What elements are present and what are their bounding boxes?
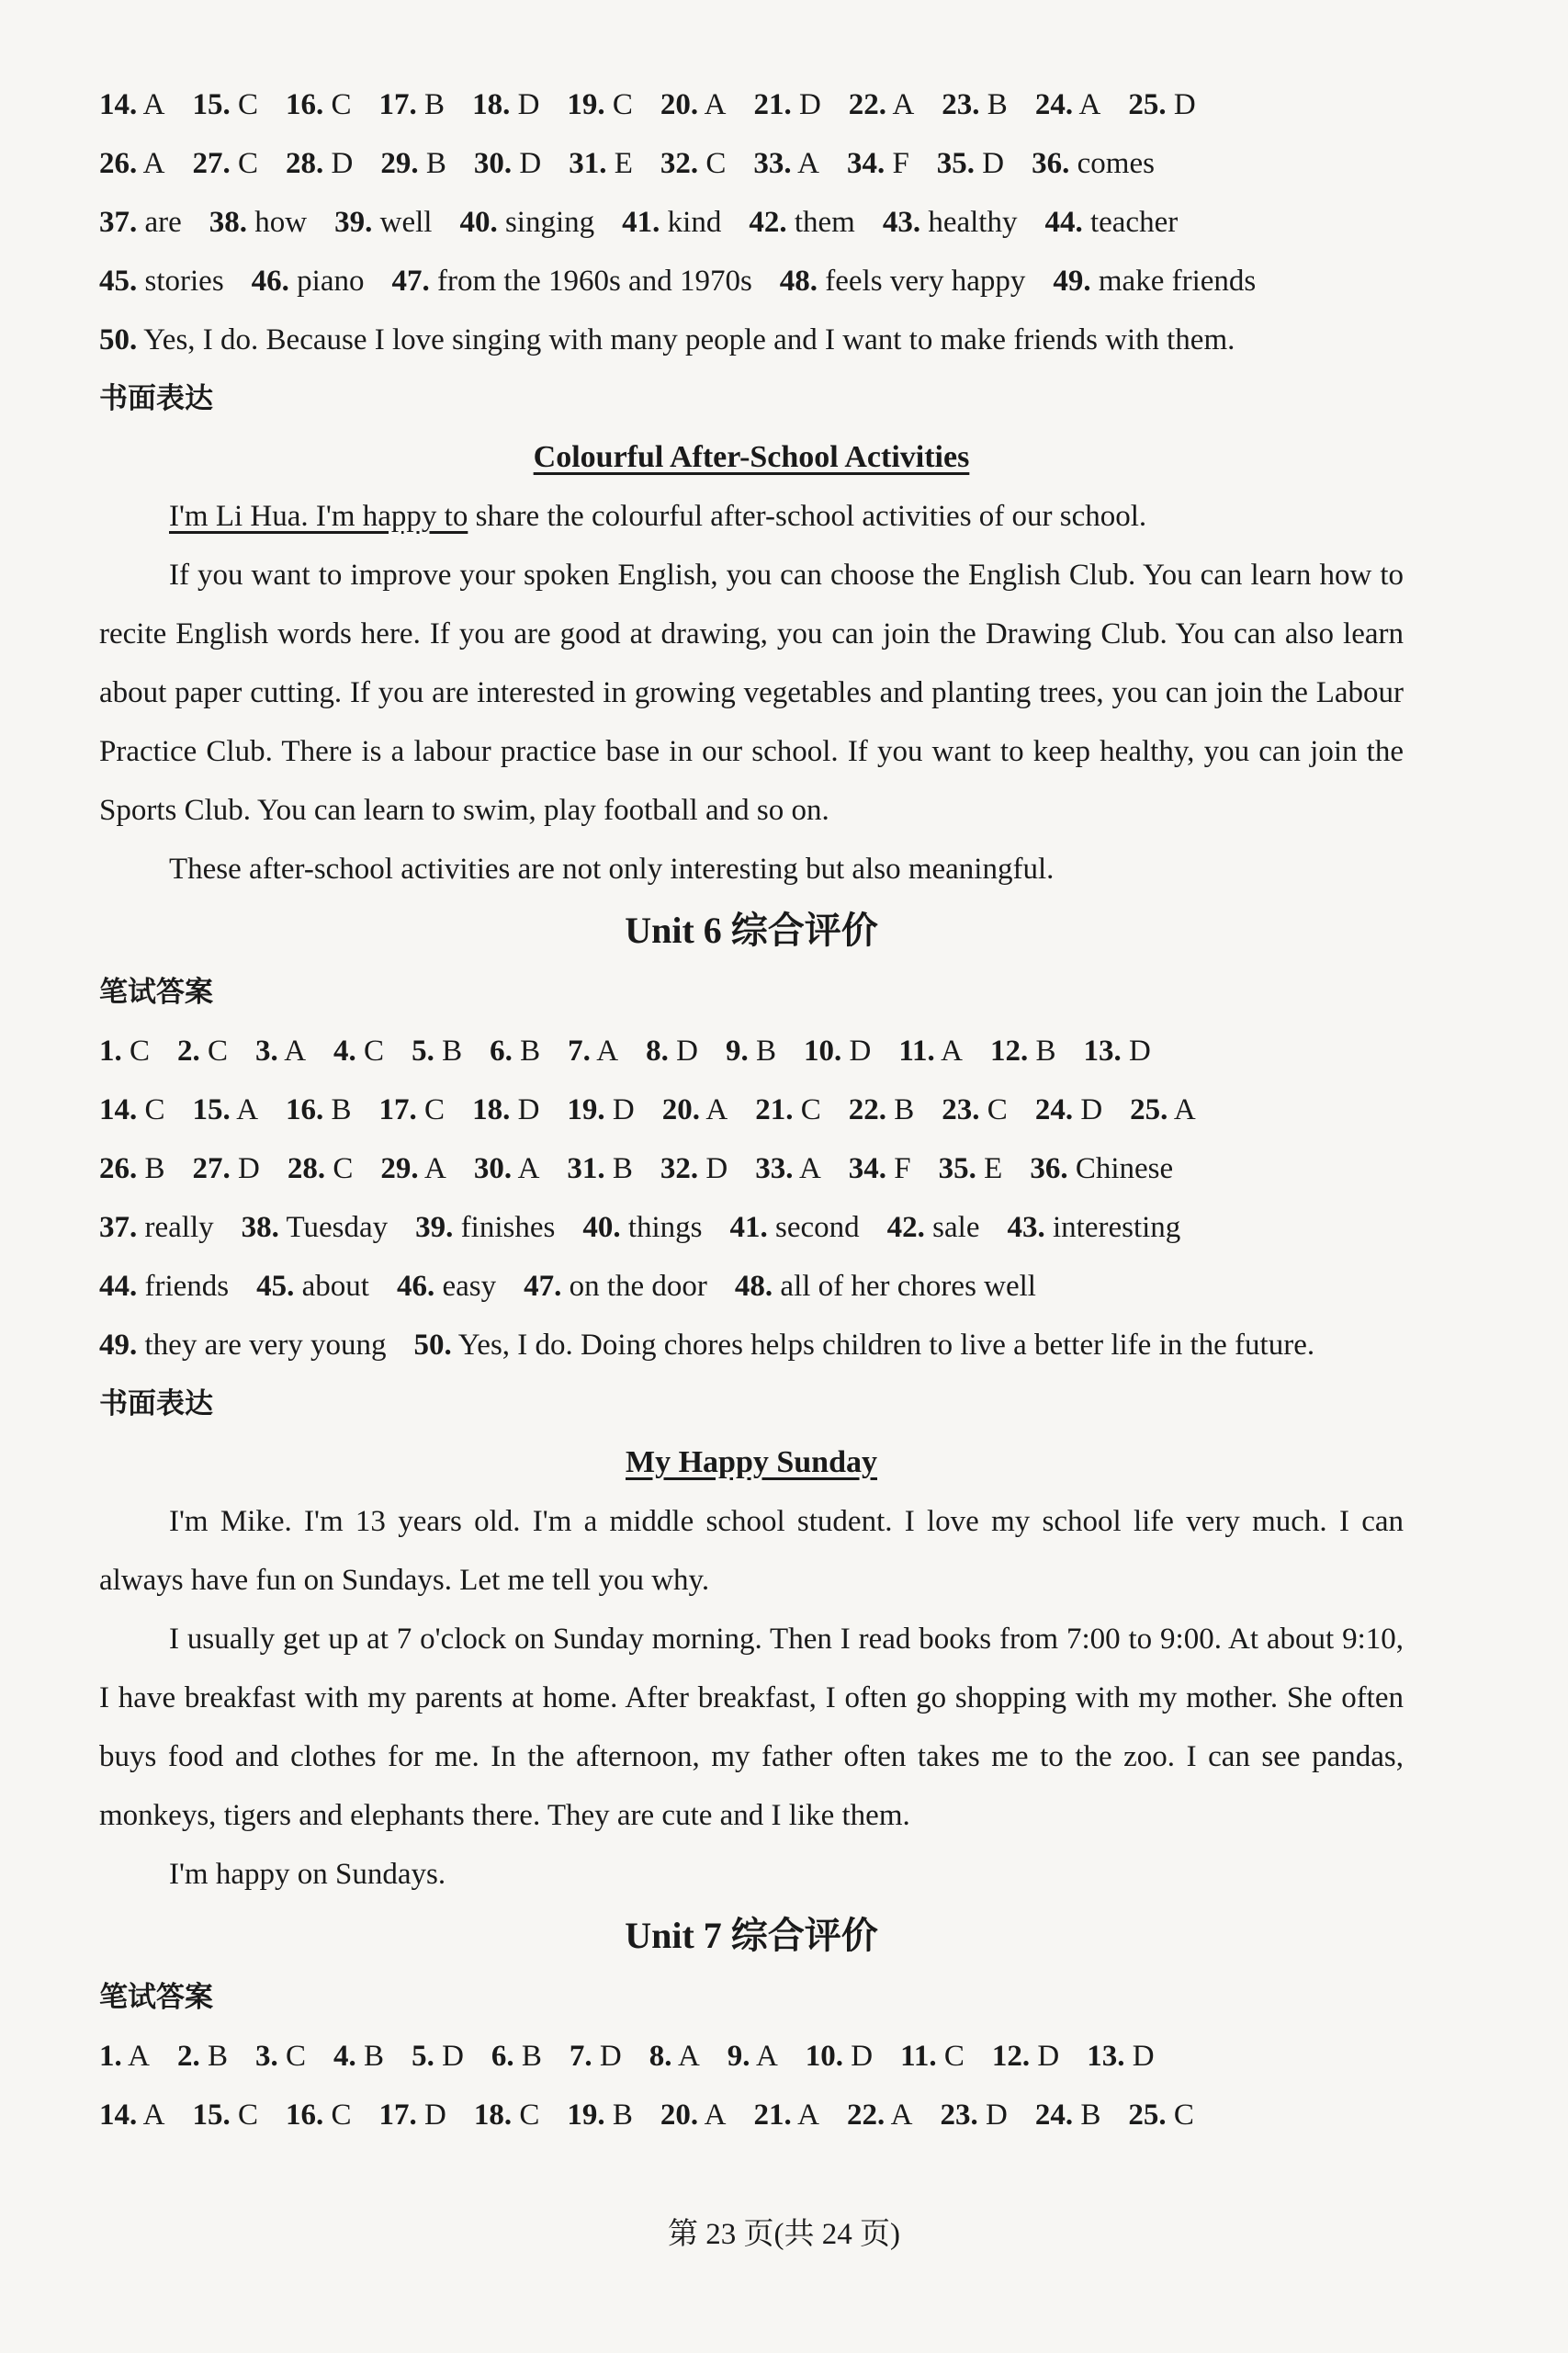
answer-item: 3. C: [255, 2040, 307, 2073]
answer-item: 47. from the 1960s and 1970s: [391, 265, 752, 298]
answer-item: 3. A: [255, 1035, 307, 1068]
answer-row: [99, 1139, 1404, 1198]
answer-item: 22. A: [846, 2098, 913, 2132]
answer-item: 14. A: [99, 2098, 165, 2132]
answer-item: 2. B: [177, 2040, 229, 2073]
answers-heading: 笔试答案: [99, 1981, 213, 2014]
answer-item: 48. all of her chores well: [734, 1270, 1036, 1303]
answer-row: [99, 193, 1404, 252]
answer-item: 17. C: [378, 1093, 446, 1126]
answer-item: 35. D: [936, 147, 1005, 180]
answer-item: 14. C: [99, 1093, 165, 1126]
answer-item: 37. really: [99, 1211, 214, 1244]
answer-item: 12. B: [990, 1035, 1056, 1068]
answer-item: 16. C: [286, 2098, 352, 2132]
answer-item: 43. interesting: [1007, 1211, 1181, 1244]
answer-item: 40. singing: [459, 206, 595, 239]
answer-row: [99, 1198, 1404, 1257]
answer-item: 50. Yes, I do. Doing chores helps children to live a better life in the future.: [413, 1329, 1315, 1362]
answer-item: 48. feels very happy: [779, 265, 1026, 298]
answer-row: [99, 2086, 1404, 2144]
answer-item: 19. C: [567, 88, 633, 121]
answer-item: 21. A: [753, 2098, 819, 2132]
answer-item: 7. D: [569, 2040, 622, 2073]
answer-item: 18. C: [473, 2098, 540, 2132]
answer-item: 28. D: [286, 147, 354, 180]
answer-item: 23. C: [942, 1093, 1008, 1126]
answer-item: 19. B: [567, 2098, 633, 2132]
answer-item: 18. D: [472, 1093, 540, 1126]
answer-row: [99, 252, 1404, 311]
unit6-title: Unit 6 综合评价: [625, 910, 878, 952]
answer-item: 25. D: [1128, 88, 1196, 121]
answer-item: 46. piano: [251, 265, 365, 298]
answer-item: 4. C: [333, 1035, 385, 1068]
answers-heading: 笔试答案: [99, 976, 213, 1009]
answer-item: 21. C: [755, 1093, 821, 1126]
answer-item: 17. B: [378, 88, 446, 121]
answer-item: 20. A: [660, 2098, 727, 2132]
answer-item: 44. teacher: [1044, 206, 1179, 239]
answer-item: 27. D: [192, 1152, 260, 1185]
answer-item: 5. D: [412, 2040, 464, 2073]
answer-row: [99, 1257, 1404, 1316]
answer-item: 39. finishes: [415, 1211, 556, 1244]
answer-item: 31. E: [569, 147, 633, 180]
answer-item: 15. C: [192, 2098, 259, 2132]
answer-item: 9. A: [727, 2040, 778, 2073]
answer-item: 35. E: [938, 1152, 1003, 1185]
answer-item: 11. A: [898, 1035, 964, 1068]
answer-item: 26. A: [99, 147, 165, 180]
answer-item: 14. A: [99, 88, 165, 121]
answer-item: 29. B: [380, 147, 446, 180]
answer-item: 43. healthy: [882, 206, 1018, 239]
answer-item: 36. comes: [1032, 147, 1155, 180]
answer-item: 1. C: [99, 1035, 151, 1068]
essay-paragraph: I'm Mike. I'm 13 years old. I'm a middle school student. I love my school life very much. I can always have fun on Sundays. Let me tell you why.: [99, 1505, 1404, 1597]
answer-item: 23. D: [940, 2098, 1008, 2132]
answer-item: 47. on the door: [524, 1270, 707, 1303]
page-footer: 第 23 页(共 24 页): [668, 2218, 900, 2251]
answer-item: 22. A: [848, 88, 915, 121]
answer-item: 6. B: [491, 2040, 542, 2073]
answer-item: 8. A: [649, 2040, 700, 2073]
answer-item: 42. sale: [886, 1211, 980, 1244]
answer-row: [99, 2027, 1404, 2086]
unit7-title: Unit 7 综合评价: [625, 1915, 878, 1957]
answer-item: 11. C: [900, 2040, 964, 2073]
answer-item: 46. easy: [396, 1270, 497, 1303]
answer-item: 16. C: [286, 88, 352, 121]
answer-item: 10. D: [803, 1035, 872, 1068]
answer-item: 49. make friends: [1053, 265, 1257, 298]
answer-item: 49. they are very young: [99, 1329, 387, 1362]
answer-item: 38. Tuesday: [241, 1211, 389, 1244]
answer-item: 40. things: [582, 1211, 703, 1244]
answer-item: 32. D: [660, 1152, 728, 1185]
unit5-answers: [99, 75, 1404, 369]
answer-item: 16. B: [286, 1093, 352, 1126]
answer-item: 25. A: [1130, 1093, 1196, 1126]
answer-item: 13. D: [1087, 2040, 1155, 2073]
answer-item: 1. A: [99, 2040, 151, 2073]
answer-item: 37. are: [99, 206, 182, 239]
unit7-answers: [99, 2027, 1404, 2144]
answer-item: 24. A: [1034, 88, 1101, 121]
answer-item: 17. D: [378, 2098, 446, 2132]
answer-item: 33. A: [755, 1152, 821, 1185]
answer-item: 28. C: [287, 1152, 354, 1185]
answer-item: 20. A: [661, 1093, 728, 1126]
answer-item: 24. D: [1034, 1093, 1103, 1126]
answer-item: 41. kind: [622, 206, 722, 239]
answer-item: 15. C: [192, 88, 259, 121]
answer-item: 19. D: [567, 1093, 635, 1126]
writing-heading: 书面表达: [99, 1387, 213, 1420]
answer-item: 22. B: [848, 1093, 915, 1126]
answer-item: 45. about: [256, 1270, 369, 1303]
answer-row: [99, 1316, 1404, 1374]
answer-item: 34. F: [848, 1152, 911, 1185]
answer-item: 50. Yes, I do. Because I love singing with many people and I want to make friends with them.: [99, 323, 1235, 356]
answer-item: 21. D: [753, 88, 821, 121]
answer-item: 31. B: [567, 1152, 633, 1185]
essay-paragraph: These after-school activities are not only interesting but also meaningful.: [169, 853, 1055, 886]
answer-item: 42. them: [749, 206, 855, 239]
essay-paragraph: I'm Li Hua. I'm happy to share the colourful after-school activities of our school.: [169, 500, 1147, 533]
answer-item: 12. D: [991, 2040, 1060, 2073]
answer-item: 30. D: [473, 147, 542, 180]
answer-item: 5. B: [412, 1035, 463, 1068]
answer-item: 26. B: [99, 1152, 165, 1185]
essay-paragraph: If you want to improve your spoken English, you can choose the English Club. You can learn how to recite English words here. If you are good at drawing, you can join the Drawing Club. You can also learn about paper cutting. If you are interested in growing vegetables and planting trees, you can join the Labour Practice Club. There is a labour practice base in our school. If you want to keep healthy, you can join the Sports Club. You can learn to swim, play football and so on.: [99, 559, 1404, 827]
essay-paragraph: I'm happy on Sundays.: [169, 1858, 446, 1891]
answer-item: 23. B: [942, 88, 1008, 121]
essay-title: Colourful After-School Activities: [533, 440, 970, 474]
writing-heading: 书面表达: [99, 382, 213, 415]
answer-row: [99, 1080, 1404, 1139]
answer-item: 25. C: [1128, 2098, 1194, 2132]
answer-item: 13. D: [1083, 1035, 1151, 1068]
answer-item: 33. A: [753, 147, 819, 180]
answer-item: 27. C: [192, 147, 259, 180]
answer-item: 8. D: [646, 1035, 698, 1068]
answer-item: 29. A: [380, 1152, 446, 1185]
answer-item: 10. D: [805, 2040, 874, 2073]
answer-item: 30. A: [473, 1152, 540, 1185]
answer-item: 7. A: [568, 1035, 619, 1068]
answer-item: 20. A: [660, 88, 727, 121]
answer-row: [99, 75, 1404, 134]
answer-page: [99, 75, 1404, 2144]
answer-row: [99, 1022, 1404, 1080]
essay-title: My Happy Sunday: [626, 1445, 877, 1479]
answer-item: 32. C: [660, 147, 727, 180]
answer-item: 15. A: [192, 1093, 259, 1126]
answer-item: 18. D: [472, 88, 540, 121]
answer-item: 36. Chinese: [1030, 1152, 1174, 1185]
answer-item: 38. how: [209, 206, 308, 239]
answer-row: [99, 134, 1404, 193]
answer-item: 41. second: [729, 1211, 860, 1244]
answer-item: 24. B: [1034, 2098, 1101, 2132]
answer-row: [99, 311, 1404, 369]
answer-item: 4. B: [333, 2040, 385, 2073]
essay-paragraph: I usually get up at 7 o'clock on Sunday morning. Then I read books from 7:00 to 9:00. At about 9:10, I have breakfast with my parents at home. After breakfast, I often go shopping with my mother. She often buys food and clothes for me. In the afternoon, my father often takes me to the zoo. I can see pandas, monkeys, tigers and elephants there. They are cute and I like them.: [99, 1623, 1404, 1832]
unit6-answers: [99, 1022, 1404, 1374]
answer-item: 9. B: [725, 1035, 776, 1068]
answer-item: 6. B: [490, 1035, 541, 1068]
answer-item: 34. F: [846, 147, 909, 180]
answer-item: 39. well: [334, 206, 433, 239]
answer-item: 45. stories: [99, 265, 224, 298]
answer-item: 2. C: [177, 1035, 229, 1068]
answer-item: 44. friends: [99, 1270, 230, 1303]
